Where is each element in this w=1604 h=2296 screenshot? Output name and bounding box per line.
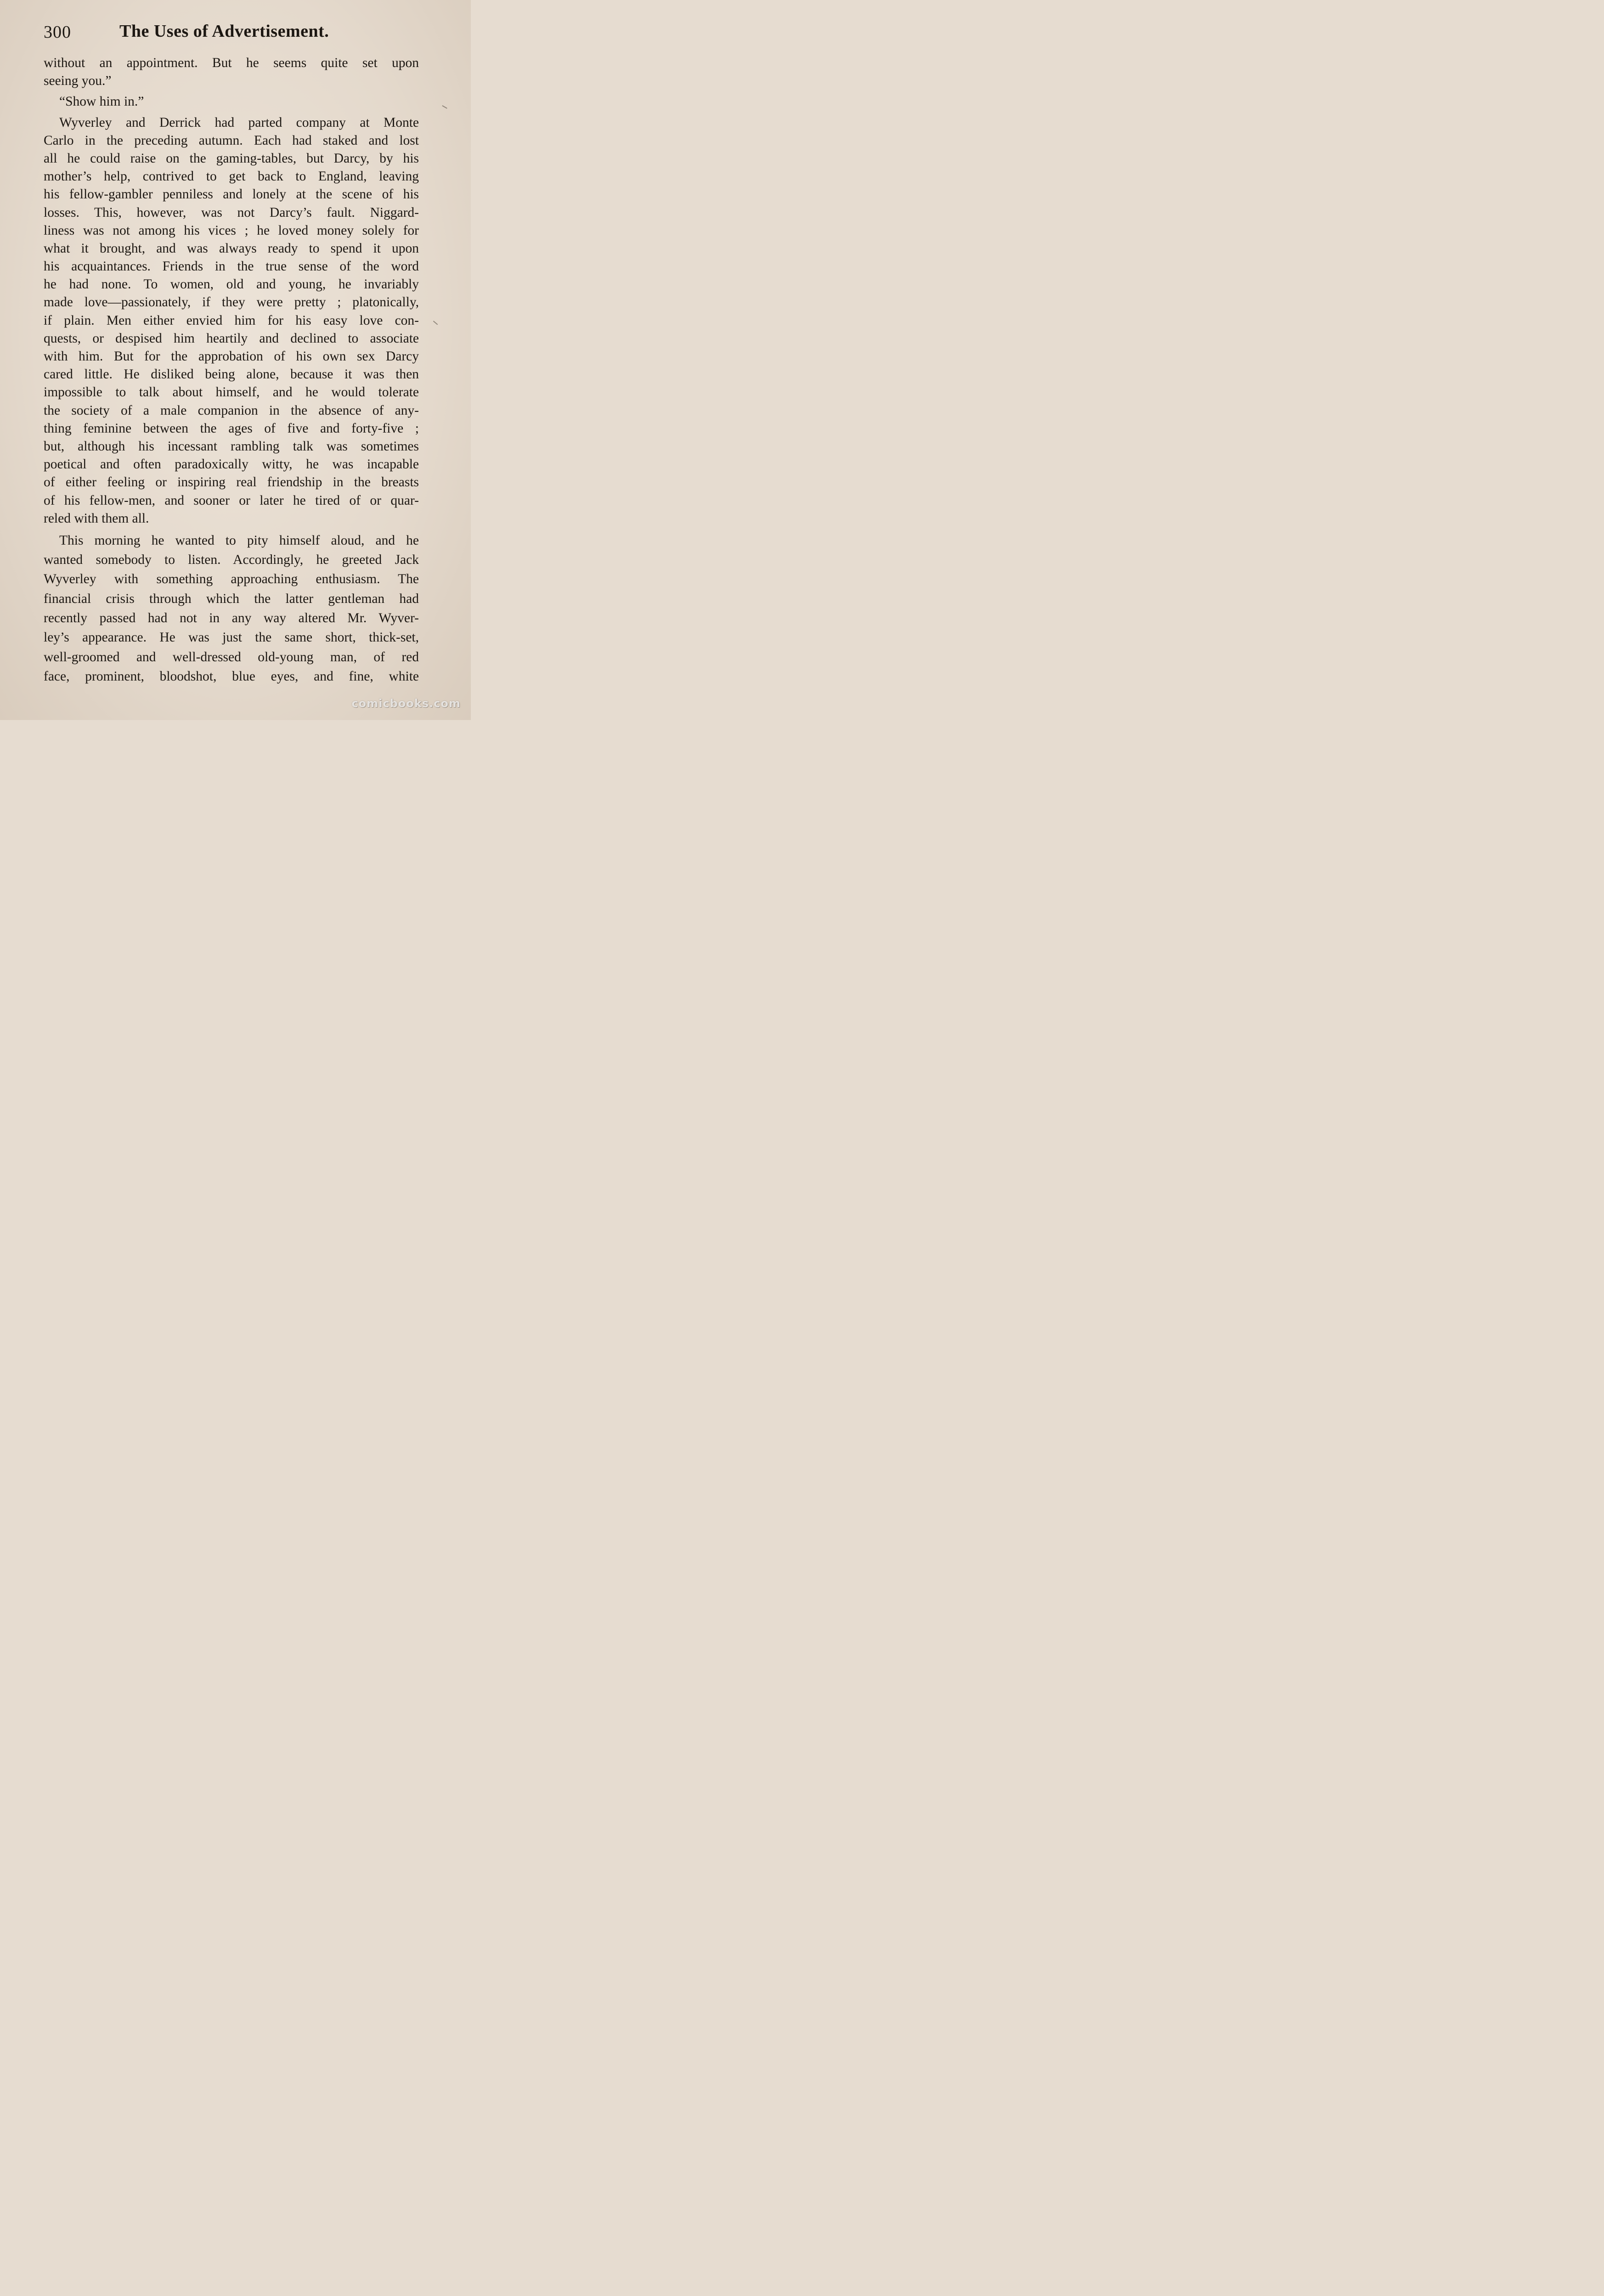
text-line: of either feeling or inspiring real friendship in the breasts [44, 475, 419, 490]
text-line: financial crisis through which the latter gentleman had [44, 591, 419, 606]
text-line: wanted somebody to listen. Accordingly, he greeted Jack [44, 552, 419, 568]
text-line: Wyverley and Derrick had parted company at Monte [59, 115, 419, 130]
text-line: impossible to talk about himself, and he would tolerate [44, 385, 419, 400]
body-text [44, 54, 419, 686]
text-line: his acquaintances. Friends in the true sense of the word [44, 259, 419, 274]
watermark: comicbooks.com [351, 697, 461, 710]
text-line: if plain. Men either envied him for his easy love con- [44, 313, 419, 328]
text-line: ley’s appearance. He was just the same short, thick-set, [44, 630, 419, 645]
text-line: with him. But for the approbation of his own sex Darcy [44, 349, 419, 364]
text-line: without an appointment. But he seems quite set upon [44, 56, 419, 70]
text-line: well-groomed and well-dressed old-young man, of red [44, 649, 419, 664]
text-line: the society of a male companion in the absence of any- [44, 403, 419, 418]
text-line: of his fellow-men, and sooner or later he tired of or quar- [44, 493, 419, 508]
text-line: thing feminine between the ages of five and forty-five ; [44, 421, 419, 436]
running-head [44, 19, 420, 45]
paper-speck [442, 105, 447, 109]
text-line: reled with them all. [44, 511, 149, 526]
page-number: 300 [44, 23, 71, 42]
text-line: mother’s help, contrived to get back to England, leaving [44, 169, 419, 184]
text-line: what it brought, and was always ready to spend it upon [44, 241, 419, 256]
text-line: seeing you.” [44, 73, 112, 89]
running-title: The Uses of Advertisement. [119, 22, 329, 41]
paragraph-wyverley-derrick [44, 114, 419, 528]
text-line: all he could raise on the gaming-tables, but Darcy, by his [44, 151, 419, 166]
text-line: he had none. To women, old and young, he invariably [44, 277, 419, 292]
text-line: liness was not among his vices ; he loved money solely for [44, 223, 419, 238]
text-line: “Show him in.” [59, 94, 144, 109]
text-line: cared little. He disliked being alone, because it was then [44, 367, 419, 382]
text-line: face, prominent, bloodshot, blue eyes, and fine, white [44, 669, 419, 684]
paragraph-continued [44, 54, 419, 90]
paper-speck [433, 321, 438, 325]
text-line: Wyverley with something approaching enthusiasm. The [44, 572, 419, 587]
text-line: quests, or despised him heartily and declined to associate [44, 331, 419, 346]
text-line: losses. This, however, was not Darcy’s fault. Niggard- [44, 205, 419, 220]
book-page [0, 0, 471, 720]
text-line: Carlo in the preceding autumn. Each had staked and lost [44, 133, 419, 148]
text-line: poetical and often paradoxically witty, he was incapable [44, 457, 419, 472]
text-line: made love—passionately, if they were pretty ; platonically, [44, 295, 419, 310]
text-line: his fellow-gambler penniless and lonely at the scene of his [44, 187, 419, 202]
text-line: This morning he wanted to pity himself aloud, and he [59, 533, 419, 548]
text-line: recently passed had not in any way altered Mr. Wyver- [44, 611, 419, 626]
paragraph-dialogue [44, 93, 419, 111]
paragraph-this-morning [44, 531, 419, 686]
text-line: but, although his incessant rambling talk was sometimes [44, 439, 419, 454]
